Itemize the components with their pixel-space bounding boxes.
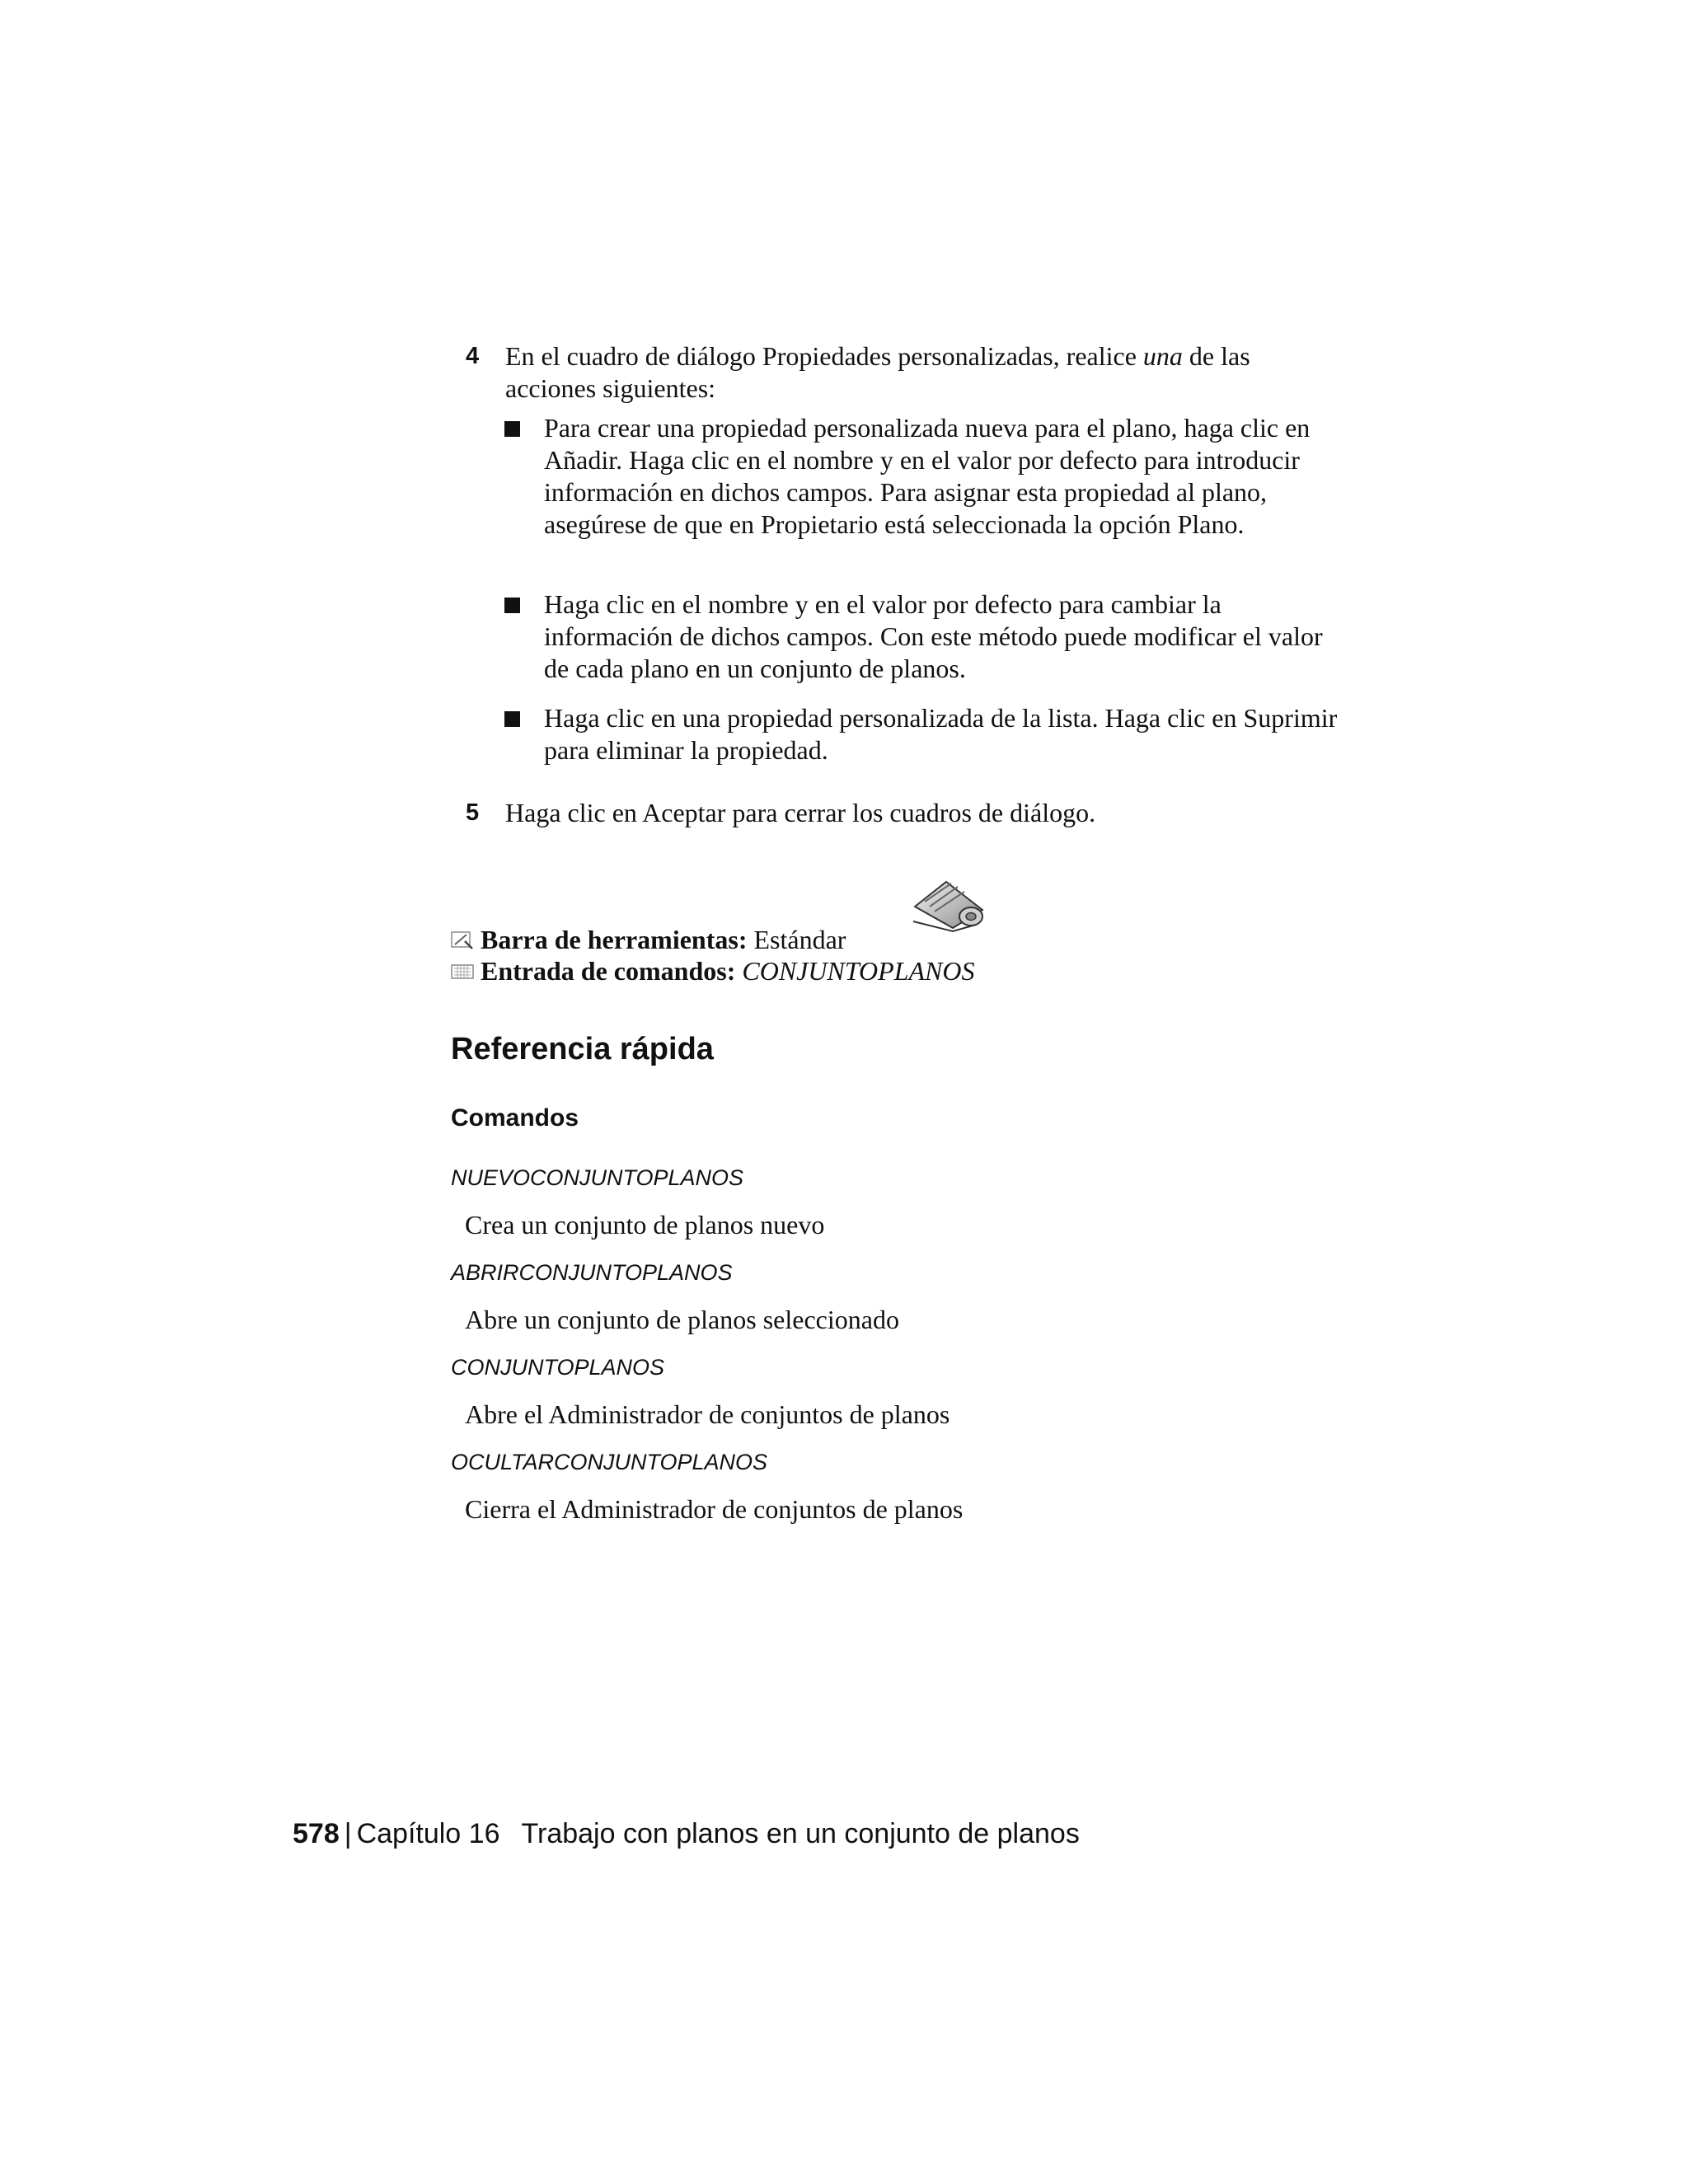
keyboard-icon	[451, 961, 474, 982]
command-description: Cierra el Administrador de conjuntos de planos	[465, 1494, 964, 1524]
step-emphasis: una	[1142, 341, 1183, 371]
step-number: 4	[466, 343, 480, 369]
page-number: 578	[293, 1818, 340, 1849]
subsection-heading: Comandos	[451, 1104, 579, 1132]
command-name: NUEVOCONJUNTOPLANOS	[451, 1165, 744, 1190]
sheet-set-roll-icon	[910, 874, 989, 933]
command-description: Crea un conjunto de planos nuevo	[465, 1210, 825, 1240]
bullet-square-icon	[504, 711, 520, 727]
toolbar-icon	[451, 930, 474, 951]
chapter-label: Capítulo 16	[356, 1818, 500, 1849]
document-page: 4 En el cuadro de diálogo Propiedades personalizadas, realice una de las acciones siguientes: Para crear una propiedad personalizada nueva para el plano, haga clic en Añadir. Haga clic en el nombre y en el valor por defecto para introducir información en dichos campos. Para asignar esta propiedad al plano, asegúrese de que en Propietario está seleccionada la opción Plano. Haga clic en el nombre y en el valor por defecto para cambiar la información de dichos campos. Con este método puede modificar el valor de cada plano en un conjunto de planos. Haga clic en una propiedad personalizada de la lista. Haga clic en Suprimir para eliminar la propiedad. 5 Haga clic en Aceptar para cerrar los cuadros de diálogo. Barra de herramientas: Estándar Entrada de comandos: CONJUNTOPLANOS Referencia rápida Comandos NUEVOCONJUNTOPLANOS Crea un conjunto de planos nuevo ABRIRCONJUNTOPLANOS Abre un conjunto de planos seleccionado CONJUNTOPLANOS Abre el Administrador de conjuntos de planos OCULTARCONJUNTOPLANOS Cierra el Administrador de conjuntos de planos 578 | Capítulo 16 Trabajo con planos en un conjunto de planos	[293, 341, 1338, 1849]
command-name: CONJUNTOPLANOS	[451, 1355, 665, 1380]
toolbar-access-line: Barra de herramientas: Estándar	[451, 923, 846, 956]
step-number: 5	[466, 799, 480, 826]
section-heading: Referencia rápida	[451, 1032, 714, 1066]
command-name: OCULTARCONJUNTOPLANOS	[451, 1450, 768, 1474]
command-entry-line: Entrada de comandos: CONJUNTOPLANOS	[451, 954, 974, 987]
bullet-square-icon	[504, 598, 520, 613]
command-value: CONJUNTOPLANOS	[742, 956, 975, 986]
command-description: Abre el Administrador de conjuntos de planos	[465, 1399, 950, 1429]
command-description: Abre un conjunto de planos seleccionado	[465, 1305, 899, 1334]
toolbar-value: Estándar	[753, 925, 846, 954]
step-text: Haga clic en Aceptar para cerrar los cuadros de diálogo.	[505, 798, 1096, 827]
page-footer: 578 | Capítulo 16 Trabajo con planos en un conjunto de planos	[293, 1818, 1080, 1849]
bullet-square-icon	[504, 421, 520, 437]
chapter-title: Trabajo con planos en un conjunto de planos	[521, 1818, 1080, 1849]
command-name: ABRIRCONJUNTOPLANOS	[451, 1260, 733, 1285]
step-text: En el cuadro de diálogo Propiedades personalizadas, realice una de las acciones siguientes:	[505, 341, 1250, 403]
